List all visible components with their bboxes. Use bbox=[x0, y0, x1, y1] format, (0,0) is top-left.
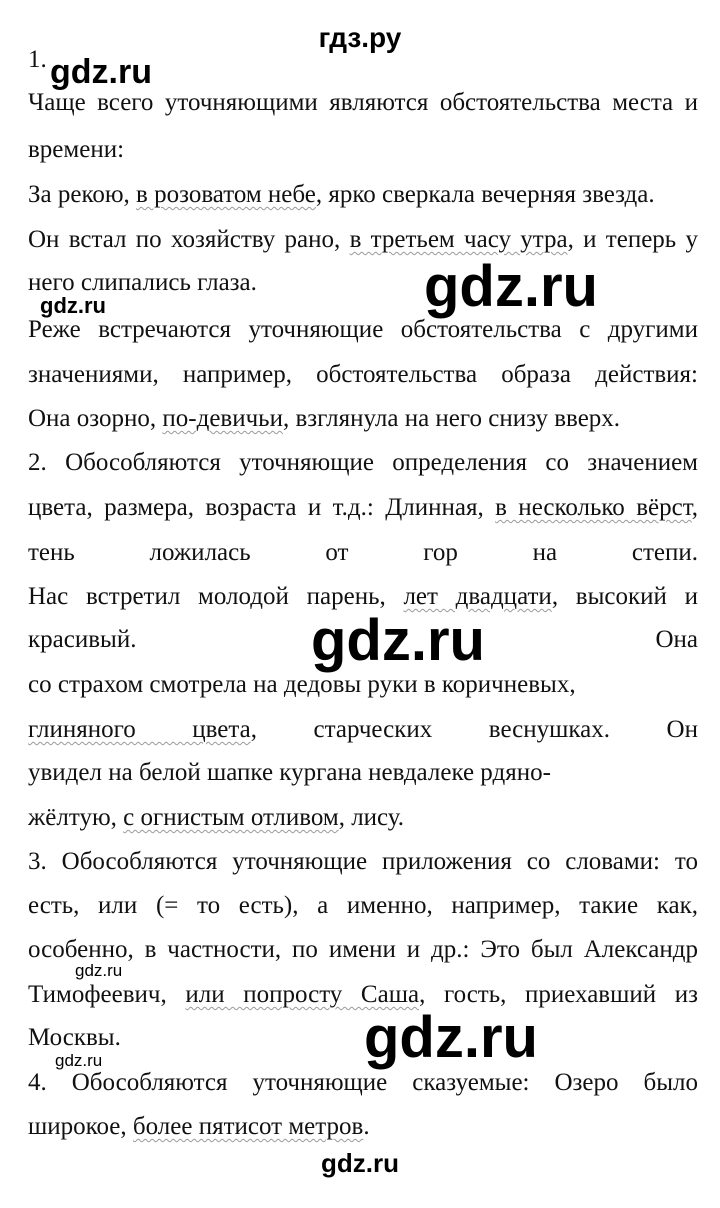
underlined-phrase: в третьем часу утра bbox=[349, 226, 568, 253]
text-line bbox=[28, 850, 698, 874]
example-line bbox=[28, 228, 698, 252]
watermark: gdz.ru bbox=[40, 293, 106, 318]
text-line bbox=[28, 271, 257, 295]
text: жёлтую, bbox=[28, 804, 124, 831]
example-line bbox=[28, 718, 698, 742]
text: Москвы. bbox=[28, 1024, 121, 1051]
example-line bbox=[28, 183, 698, 207]
text-line bbox=[28, 628, 698, 652]
text: , и теперь у bbox=[567, 226, 699, 253]
text-line bbox=[28, 318, 698, 342]
text: Тимофеевич, bbox=[28, 981, 186, 1008]
text: , гость, приехавший из bbox=[419, 981, 698, 1008]
text: 4. Обособляются уточняющие сказуемые: Озеро было bbox=[28, 1069, 698, 1096]
text-line bbox=[28, 541, 698, 565]
text: особенно, в частности, по имени и др.: Это был Александр bbox=[28, 936, 698, 963]
text-line bbox=[28, 1026, 121, 1050]
text: увидел на белой шапке кургана невдалеке рдяно- bbox=[28, 759, 551, 786]
text: широкое, bbox=[28, 1113, 133, 1140]
underlined-phrase: в несколько вёрст bbox=[495, 494, 692, 521]
example-line bbox=[28, 407, 698, 431]
text-line bbox=[28, 451, 698, 475]
underlined-phrase: с огнистым отливом bbox=[123, 804, 339, 831]
text-line bbox=[28, 138, 698, 162]
text-line bbox=[28, 363, 698, 387]
text-line bbox=[28, 673, 698, 697]
text: Чаще всего уточняющими являются обстоятельства места и bbox=[28, 89, 698, 116]
text: . bbox=[363, 1113, 370, 1140]
example-line bbox=[28, 585, 698, 609]
watermark: gdz.ru bbox=[50, 53, 152, 91]
example-line bbox=[28, 496, 698, 520]
text: него слипались глаза. bbox=[28, 269, 257, 296]
text: есть, или (= то есть), а именно, например, такие как, bbox=[28, 892, 698, 919]
watermark: gdz.ru bbox=[55, 1051, 103, 1070]
example-line bbox=[28, 1115, 698, 1139]
text: За рекою, bbox=[28, 181, 137, 208]
text: Реже встречаются уточняющие обстоятельства с другими bbox=[28, 316, 698, 343]
underlined-phrase: лет двадцати bbox=[403, 583, 552, 610]
text: со страхом смотрела на дедовы руки в коричневых, bbox=[28, 671, 576, 698]
underlined-phrase: более пятисот метров bbox=[132, 1113, 364, 1140]
text: , взглянула на него снизу вверх. bbox=[282, 405, 621, 432]
text-line bbox=[28, 1071, 698, 1095]
word: Она bbox=[655, 626, 698, 653]
text: , ярко сверкала вечерняя звезда. bbox=[315, 181, 655, 208]
text: 1. bbox=[28, 46, 47, 73]
text: Она озорно, bbox=[28, 405, 163, 432]
example-line bbox=[28, 806, 698, 830]
watermark: gdz.ru bbox=[321, 1148, 399, 1178]
text: тень ложилась от гор на степи. bbox=[28, 539, 698, 566]
text-line bbox=[28, 761, 698, 785]
text-line bbox=[28, 938, 698, 962]
text: , старческих веснушках. Он bbox=[250, 716, 698, 743]
text: Он встал по хозяйству рано, bbox=[28, 226, 350, 253]
text: , высокий и bbox=[551, 583, 699, 610]
underlined-phrase: в розоватом небе bbox=[136, 181, 316, 208]
underlined-phrase: или попросту Саша bbox=[185, 981, 420, 1008]
word: красивый. bbox=[28, 626, 137, 653]
text: цвета, размера, возраста и т.д.: Длинная, bbox=[28, 494, 496, 521]
text: Нас встретил молодой парень, bbox=[28, 583, 404, 610]
watermark: gdz.ru bbox=[311, 608, 485, 673]
text-line bbox=[28, 894, 698, 918]
underlined-phrase: по-девичьи bbox=[162, 405, 283, 432]
watermark: gdz.ru bbox=[424, 254, 598, 319]
item-number bbox=[28, 48, 47, 72]
text: 3. Обособляются уточняющие приложения со словами: то bbox=[28, 848, 698, 875]
watermark: gdz.ru bbox=[364, 1005, 538, 1070]
site-header: гдз.ру bbox=[318, 22, 402, 53]
text: значениями, например, обстоятельства образа действия: bbox=[28, 361, 698, 388]
example-line bbox=[28, 983, 698, 1007]
text: времени: bbox=[28, 136, 125, 163]
underlined-phrase: глиняного цвета bbox=[28, 716, 251, 743]
text: 2. Обособляются уточняющие определения со значением bbox=[28, 449, 698, 476]
text-line bbox=[28, 91, 698, 115]
watermark: gdz.ru bbox=[75, 961, 123, 980]
text: , лису. bbox=[338, 804, 405, 831]
text: , bbox=[691, 494, 698, 521]
